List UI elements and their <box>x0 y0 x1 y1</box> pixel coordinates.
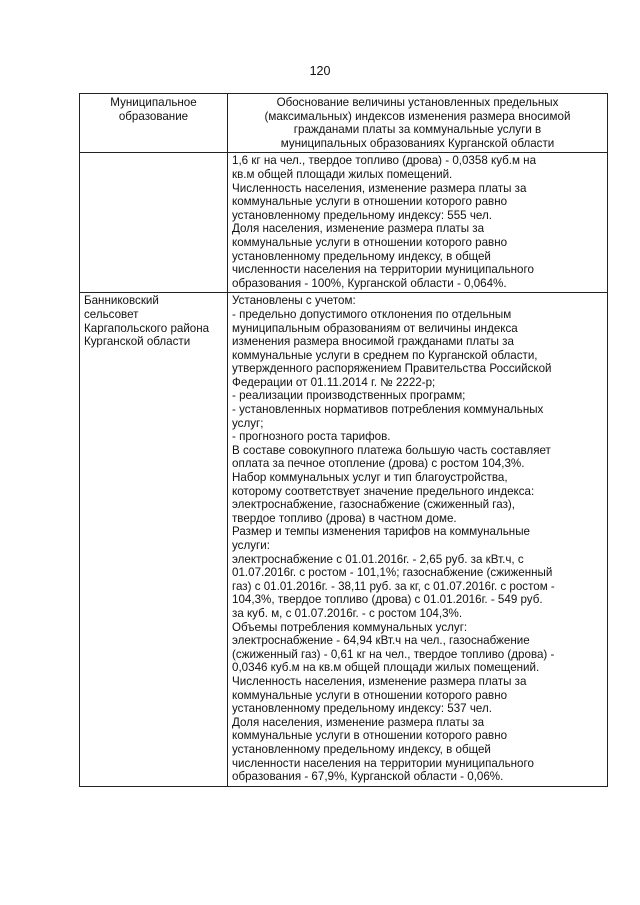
page-number: 120 <box>309 64 331 78</box>
header-municipality: Муниципальное образование <box>80 94 228 153</box>
municipality-cell <box>80 153 228 293</box>
table-header-row <box>80 94 608 153</box>
justification-table <box>79 93 608 787</box>
justification-cell: Установлены с учетом: - предельно допустимого отклонения по отдельным муниципальным образованиям от величины индекса изменения размера вносимой гражданами платы за коммунальные услуги в среднем по Курганской области, утвержденного распоряжением Правительства Российской Федерации от 01.11.2014 г. № 2222-р; - реализации производственных программ; - установленных нормативов потребления коммунальных услуг; - прогнозного роста тарифов. В составе совокупного платежа большую часть составляет оплата за печное отопление (дрова) с ростом 104,3%. Набор коммунальных услуг и тип благоустройства, которому соответствует значение предельного индекса: электроснабжение, газоснабжение (сжиженный газ), твердое топливо (дрова) в частном доме. Размер и темпы изменения тарифов на коммунальные услуги: электроснабжение с 01.01.2016г. - 2,65 руб. за кВт.ч, с 01.07.2016г. с ростом - 101,1%; газоснабжение (сжиженный газ) с 01.01.2016г. - 38,11 руб. за кг, с 01.07.2016г. с ростом - 104,3%, твердое топливо (дрова) с 01.01.2016г. - 549 руб. за куб. м, с 01.07.2016г. - с ростом 104,3%. Объемы потребления коммунальных услуг: электроснабжение - 64,94 кВт.ч на чел., газоснабжение (сжиженный газ) - 0,61 кг на чел., твердое топливо (дрова) - 0,0346 куб.м на кв.м общей площади жилых помещений. Численность населения, изменение размера платы за коммунальные услуги в отношении которого равно установленному предельному индексу: 537 чел. Доля населения, изменение размера платы за коммунальные услуги в отношении которого равно установленному предельному индексу, в общей численности населения на территории муниципального образования - 67,9%, Курганской области - 0,06%. <box>228 293 608 786</box>
justification-cell: 1,6 кг на чел., твердое топливо (дрова) - 0,0358 куб.м на кв.м общей площади жилых помещений. Численность населения, изменение размера платы за коммунальные услуги в отношении которого равно установленному предельному индексу: 555 чел. Доля населения, изменение размера платы за коммунальные услуги в отношении которого равно установленному предельному индексу, в общей численности населения на территории муниципального образования - 100%, Курганской области - 0,064%. <box>228 153 608 293</box>
header-justification: Обоснование величины установленных предельных (максимальных) индексов изменения размера вносимой гражданами платы за коммунальные услуги в муниципальных образованиях Курганской области <box>228 94 608 153</box>
municipality-cell: Банниковский сельсовет Каргапольского района Курганской области <box>80 293 228 786</box>
table-row <box>80 293 608 786</box>
table-row <box>80 153 608 293</box>
